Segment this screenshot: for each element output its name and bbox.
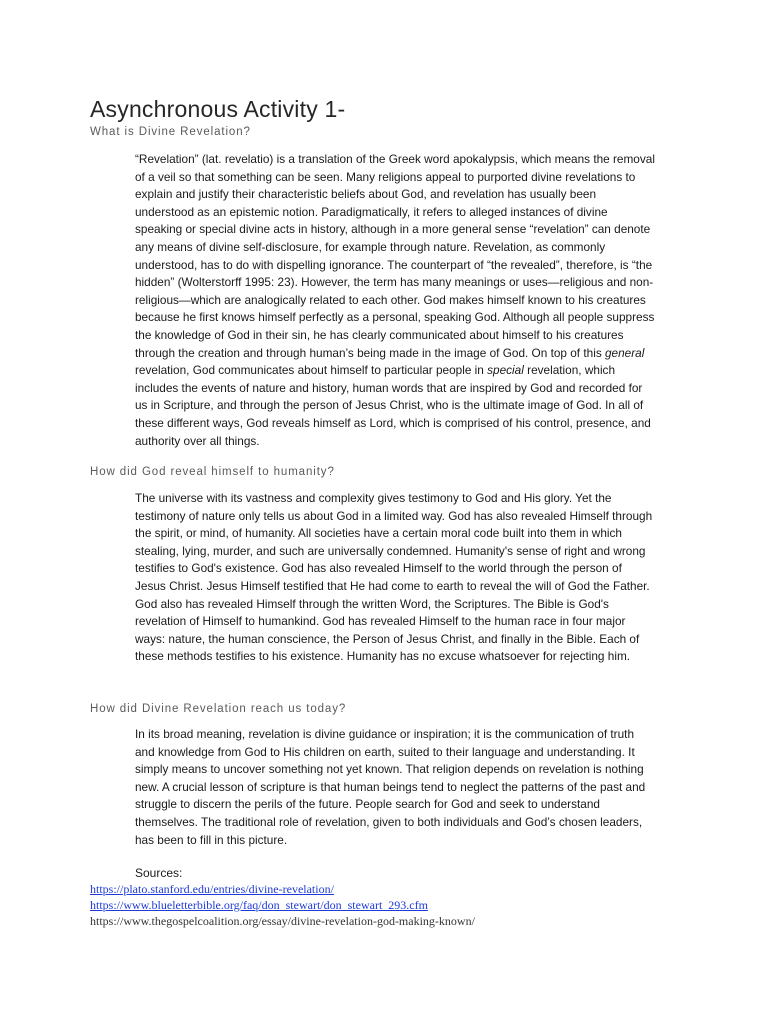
paragraph-text: revelation, which includes the events of nature and history, human words that are inspired by God and recorded for us in Scripture, and through the person of Jesus Christ, who is the ultimate image of God. In all of these different ways, God reveals himself as Lord, which is comprised of his control, presence, and authority over all things. xyxy=(135,363,651,448)
paragraph-italic-general: general xyxy=(605,345,645,360)
paragraph-text: revelation, God communicates about himself to particular people in xyxy=(135,363,488,378)
document-title: Asynchronous Activity 1- xyxy=(90,96,346,122)
section-paragraph-how-revelation-reached: In its broad meaning, revelation is divine guidance or inspiration; it is the communication of truth and knowledge from God to His children on earth, suited to their language and understanding. It simply means to uncover something not yet known. That religion depends on revelation is nothing new. A crucial lesson of scripture is that human beings tend to neglect the patterns of the past and struggle to discern the perils of the future. People search for God and seek to understand themselves. The traditional role of revelation, given to both individuals and God’s chosen leaders, has been to fill in this picture. xyxy=(135,727,646,847)
source-link-stanford[interactable]: https://plato.stanford.edu/entries/divine-revelation/ xyxy=(90,882,334,896)
paragraph-italic-special: special xyxy=(487,363,524,378)
source-link-blueletterbible[interactable]: https://www.blueletterbible.org/faq/don_stewart/don_stewart_293.cfm xyxy=(90,898,428,912)
section-paragraph-what-is-revelation xyxy=(135,151,655,450)
paragraph-text: “Revelation” (lat. revelatio) is a translation of the Greek word apokalypsis, which means the removal of a veil so that something can be seen. Many religions appeal to purported divine revelations to explain and justify their characteristic beliefs about God, and revelation has usually been understood as an epistemic notion. Paradigmatically, it refers to alleged instances of divine speaking or special divine acts in history, although in a more general sense “revelation” can denote any means of divine self-disclosure, for example through nature. Revelation, as commonly understood, has to do with dispelling ignorance. The counterpart of “the revealed”, therefore, is “the hidden” (Wolterstorff 1995: 23). However, the term has many meanings or uses—religious and non-religious—which are analogically related to each other. God makes himself known to his creatures because he first knows himself perfectly as a personal, speaking God. Although all people suppress the knowledge of God in their sin, he has clearly communicated about himself to his creatures through the creation and through human’s being made in the image of God. On top of this xyxy=(135,152,655,360)
section-heading-how-revelation-reached: How did Divine Revelation reach us today? xyxy=(90,703,347,715)
source-text-gospelcoalition: https://www.thegospelcoalition.org/essay/divine-revelation-god-making-known/ xyxy=(90,914,475,928)
section-heading-what-is-revelation: What is Divine Revelation? xyxy=(90,126,251,138)
section-heading-how-god-revealed: How did God reveal himself to humanity? xyxy=(90,466,335,478)
sources-label: Sources: xyxy=(135,866,183,880)
section-paragraph-how-god-revealed: The universe with its vastness and complexity gives testimony to God and His glory. Yet the testimony of nature only tells us about God in a limited way. God has also revealed Himself through the spirit, or mind, of humanity. All societies have a certain moral code built into them in which stealing, lying, murder, and such are universally condemned. Humanity's sense of right and wrong testifies to God's existence. God has also revealed Himself to the world through the person of Jesus Christ. Jesus Himself testified that He had come to earth to reveal the will of God the Father. God also has revealed Himself through the written Word, the Scriptures. The Bible is God's revelation of Himself to humankind. God has revealed Himself to the human race in four major ways: nature, the human conscience, the Person of Jesus Christ, and finally in the Bible. Each of these methods testifies to his existence. Humanity has no excuse whatsoever for rejecting him. xyxy=(135,491,653,664)
